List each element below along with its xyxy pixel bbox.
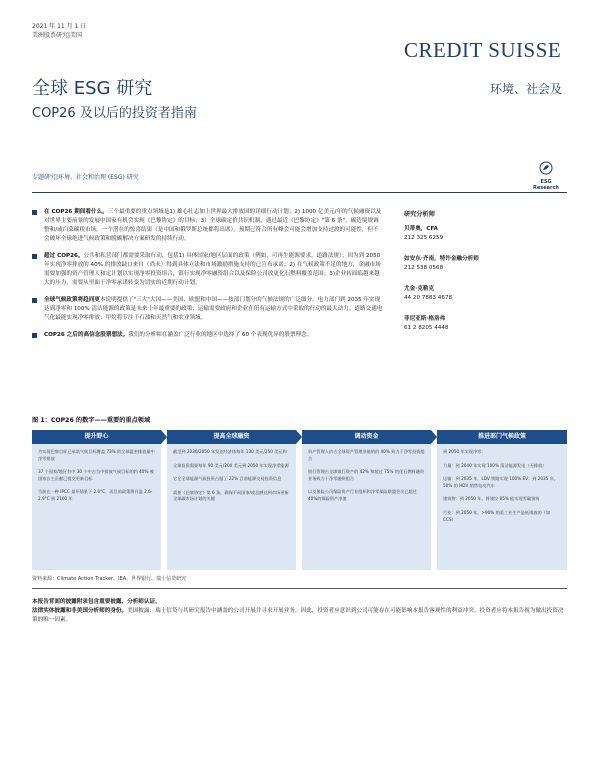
column-item: 全球投资需要每年 90 美元/200 美元到 2050 年实现净零能源 (173, 462, 289, 468)
footer-divider (32, 588, 567, 589)
column-body (302, 444, 431, 515)
bullet-item (32, 331, 384, 340)
bullet-item (32, 296, 384, 323)
page-subtitle: COP26 及以后的投资者指南 (32, 106, 197, 121)
column-item: 银行管理占全球银行资产的 42% 和超过 75% 的化石燃料融资业务致力于净零融资组合 (308, 469, 425, 481)
bullet-text: 公共和私营部门都需要采取行动，包括1) 具体国家/地区层面的政策（例如，可再生能源要求、道路法规）；因为到 2050 年实现净零排放的 40% 的排放缺口来自（尚未）得到具体立法和市场激励措施支持的已宣布承诺；2) 在气候政策不足的地方，金融市场需要加强的资产管理人和定计划以实现净零投资组合，银行实现净零融资组合以及保险公司放更化石燃料覆盖范围；3)企业转面临越来越大的压力，需要从里面于净零承诺转变为切实的近期行动计划。 (44, 253, 381, 286)
column-item: 以及保险公司保险资产行业组织和净零保险联盟会员已超过40%的保险资产净值 (308, 489, 417, 501)
report-region: 美洲股票研究|美国 (32, 32, 83, 39)
bullet-item (32, 208, 384, 244)
page-title: 全球 ESG 研究 (32, 78, 153, 99)
report-meta (32, 22, 86, 40)
analyst-name: 如安东·齐南，特许金融分析师 (404, 256, 479, 262)
bullet-heading: COP26 之后的高信念股票想法。 (44, 332, 129, 338)
column-item: 截至到 2030/2050 年发达经济体每年 130 美元/250 美元和 (173, 449, 287, 454)
analyst-entry (404, 255, 569, 273)
column-item: 运输：到 2035 年，LDV 铁路实现 100% EV；到 2035 年，50% 的 HDV 销售电动汽车 (443, 476, 559, 488)
column-item: 力量：到 2040 年实现 100% 清洁能源发电（无排放） (443, 462, 547, 468)
column-body (167, 444, 296, 515)
bullet-heading: 在 COP26 期间看什么。 (44, 209, 108, 215)
esg-research-badge (526, 160, 566, 191)
analyst-name: 尤金·克勒克 (404, 286, 435, 292)
column-body (437, 444, 567, 535)
analyst-heading: 研究分析师 (404, 211, 435, 218)
column-item: 它在全球能源气候投资占据了 22% 目前能源交易投资信息 (173, 476, 282, 482)
bullet-text: 本说明提供了"三大"大国——美国、欧盟和中国——按部门划分的气候法规的广泛细分。电力部门到 2035 年实现达到净零和 100% 清洁能源的政策是未来十年最重要的政策；运输需要政府和企业在所有运输方式中采取的行动的最大动力。道路交通电气化最能实现净零排放；甲烷将专注于石油和天然气和农业领域。 (44, 297, 383, 321)
analyst-phone: 212 538 0568 (404, 265, 444, 271)
disclaimer-head: 法律实体披露和非美国分析师的身份。 (32, 608, 128, 614)
figure-column (437, 430, 567, 570)
esg-badge-line1: ESG (540, 179, 552, 185)
figure-title: 图 1：COP26 的数字——重要的重点领域 (32, 417, 151, 424)
column-item: 建筑物：到 2050 年，将建设 85% 能实现零碳建筑 (443, 496, 540, 502)
analyst-phone: 61 2 8205 4448 (404, 325, 449, 331)
analyst-panel (404, 210, 569, 345)
disclaimer (32, 598, 567, 625)
report-date: 2021 年 11 月 1 日 (32, 23, 87, 30)
analyst-phone: 44 20 7883 4678 (404, 295, 453, 301)
column-item: 当前在一种 IPCC 最坏情景下 2.0°C，而目前政策将升温 2.6-2.9°C 到 2100 年 (38, 489, 153, 501)
column-item: 为实现巴黎目标已承诺气候目标覆盖 73% 的全球温室排放量中净零排放 (38, 449, 155, 461)
column-item: 37 个国家/地区有中 30 个中占当中排放气候目标的约 40% 被国家自主贡献已提交更新目标 (38, 469, 154, 481)
bullet-text: 三个最重要的重点领域是1) 雄心壮志加上世界最大排放国的详细行动计划；2) 1000 亿美元/年的气候融资以及对世界主要前景的发展中国家有机会实现《巴黎协定》的目标；3）全球碳定价共识机制，通过最近《巴黎协定》"第 6 条"。碳边境规调整和/或白菜碳税市场。一个潜在的惊喜结果（是中国和俄罗斯总统都将出席）。预期已符合所有峰会可能会增加支持过渡的可能性，但不会破坏全球绝进气候政策和脱碳解决方案研发的持续行动。 (44, 209, 382, 242)
disclaimer-line (32, 607, 567, 625)
header-divider (32, 192, 567, 193)
analyst-entry (404, 285, 569, 303)
bullet-heading: 全球气候政策将趋同更 (44, 297, 100, 303)
column-item: 到 2050 年实现净零： (443, 449, 486, 454)
leaf-icon (539, 161, 553, 175)
analyst-phone: 212 325 6259 (404, 235, 444, 241)
column-body (32, 444, 161, 515)
figure-column (167, 430, 296, 570)
column-header: 提升野心 (32, 430, 161, 444)
analyst-entry (404, 225, 569, 243)
bullet-text: 我们的分析师在涵盖广泛行业的地区中选择了 60 个表现优异的股票理念。 (128, 332, 313, 338)
disclaimer-line (32, 598, 567, 607)
bullet-item (32, 252, 384, 288)
column-item: 需要《巴黎协定》第 6 条，确保不同国家/或总额达到市场更新全球碳市场计划的关键 (173, 489, 289, 502)
topic-label: 环境、社会及 (489, 82, 562, 96)
disclaimer-head: 本报告背面的披露附录包含重要披露、分析师认证、 (32, 599, 161, 605)
focus-areas-figure (32, 430, 567, 570)
esg-badge-line2: Research (533, 185, 559, 191)
bullet-heading: 超过 COP26。 (44, 253, 84, 259)
figure-column (32, 430, 161, 570)
series-label: 专题研究|环境、社会和治理 (ESG) 研究 (32, 174, 139, 181)
column-item: 资产管理人约占全球资产管理净值的约 40% 致力于净零投资组合 (308, 449, 425, 461)
analyst-name: 菲尼亚斯·格洛弗 (404, 316, 446, 322)
column-header: 提高全球融资 (167, 430, 296, 444)
column-header: 推进部门气候政策 (437, 430, 567, 444)
analyst-entry (404, 315, 569, 333)
column-header: 调动资金 (302, 430, 431, 444)
credit-suisse-logo: CREDIT SUISSE (404, 38, 562, 62)
disclaimer-text: 美国披露：瑞士信贷与其研究报告中涵盖的公司开展并寻求开展业务。因此，投资者应意识到公司可能存在可能影响本报告客观性的利益冲突。投资者应将本报告视为做出投资决策的唯一因素。 (32, 608, 564, 623)
figure-column (302, 430, 431, 570)
analyst-name: 贝蒂奥，CFA (404, 226, 438, 232)
column-item: 行业：到 2050 年，>90% 的重工业生产是低排放的（如 CCS） (443, 509, 551, 522)
key-points (32, 208, 384, 348)
figure-source: 资料来源：Climate Action Tracker、IEA、世界银行、瑞士信贷研究 (32, 576, 187, 582)
